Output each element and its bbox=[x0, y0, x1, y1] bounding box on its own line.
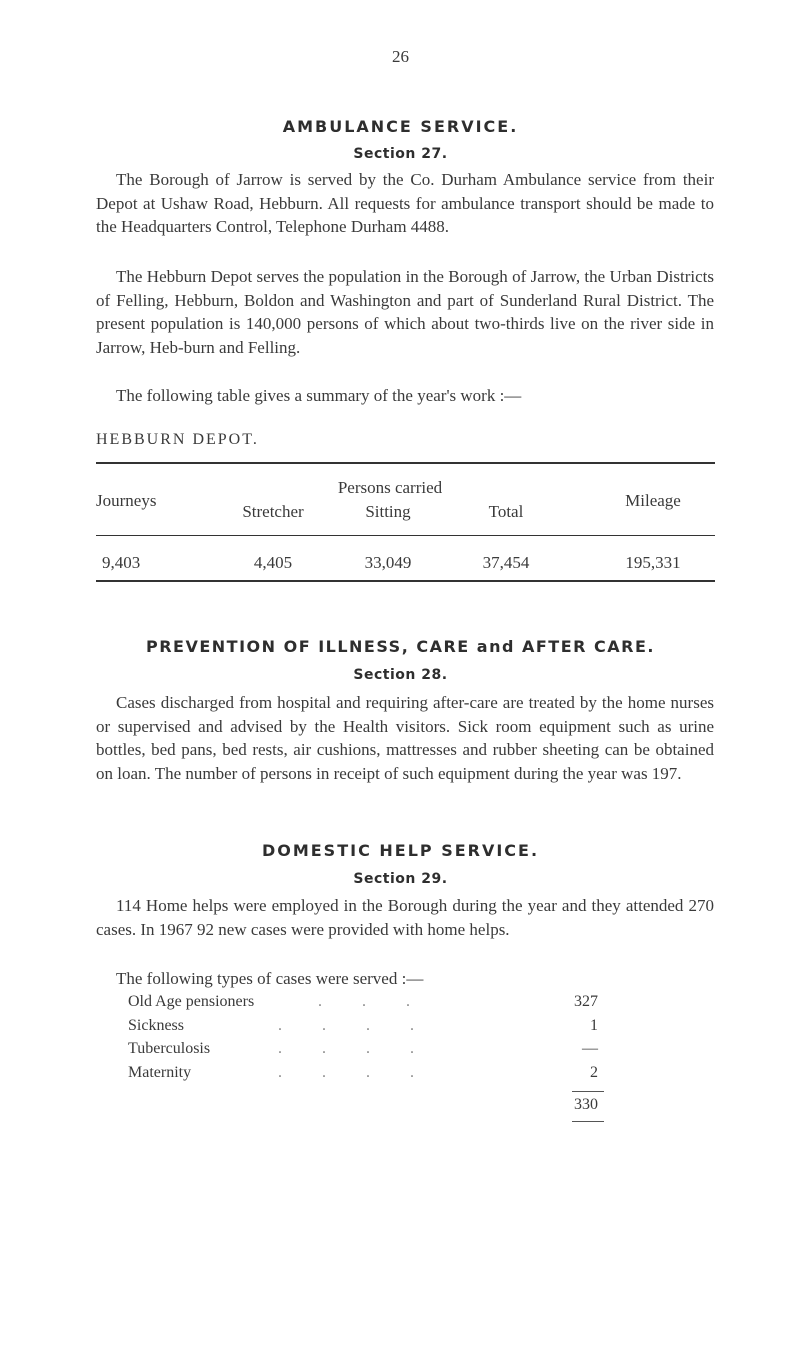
ambulance-paragraph-2-text: The Hebburn Depot serves the population in the Borough of Jarrow, the Urban Districts of Felling, Hebburn, Boldon and Washington and part of Sunderland Rural District. The present population is 140,000 persons of which about two-thirds live on the river side in Jarrow, Heb-burn and Felling. bbox=[96, 267, 714, 357]
case-row bbox=[128, 993, 598, 1015]
depot-label: HEBBURN DEPOT. bbox=[96, 431, 259, 448]
case-value: 327 bbox=[574, 993, 598, 1010]
domestic-paragraph-2 bbox=[96, 967, 714, 991]
page-number: 26 bbox=[392, 47, 409, 66]
prevention-paragraph-text: Cases discharged from hospital and requiring after-care are treated by the home nurses or supervised and advised by the Health visitors. Sick room equipment such as urine bottles, bed pans, bed rests, air cushions, mattresses and rubber sheeting can be obtained on loan. The number of persons in receipt of such equipment during the year was 197. bbox=[96, 693, 714, 783]
prevention-section: Section 28. bbox=[353, 667, 448, 683]
ambulance-paragraph-1-text: The Borough of Jarrow is served by the Co. Durham Ambulance service from their Depot at Ushaw Road, Hebburn. All requests for ambulance transport should be made to the Headquarters Control, Telephone Durham 4488. bbox=[96, 170, 714, 237]
case-row bbox=[128, 1040, 598, 1062]
domestic-title: DOMESTIC HELP SERVICE. bbox=[261, 841, 540, 860]
ambulance-paragraph-3 bbox=[96, 384, 714, 408]
cell-journeys: 9,403 bbox=[102, 553, 141, 572]
case-label: Old Age pensioners bbox=[128, 993, 255, 1010]
domestic-paragraph-1-text: 114 Home helps were employed in the Borough during the year and they attended 270 cases. In 1967 92 new cases were provided with home helps. bbox=[96, 896, 714, 939]
prevention-title: PREVENTION OF ILLNESS, CARE and AFTER CARE. bbox=[145, 637, 655, 656]
leader-dots: . . . . bbox=[278, 1064, 432, 1081]
total-upper-rule bbox=[572, 1091, 604, 1092]
ambulance-section: Section 27. bbox=[353, 146, 448, 162]
prevention-paragraph bbox=[96, 691, 714, 785]
header-mileage: Mileage bbox=[625, 491, 681, 510]
ambulance-paragraph-3-text: The following table gives a summary of the year's work :— bbox=[116, 386, 522, 405]
cell-mileage: 195,331 bbox=[625, 553, 681, 572]
ambulance-paragraph-2 bbox=[96, 265, 714, 359]
domestic-section: Section 29. bbox=[353, 871, 448, 887]
case-label: Sickness bbox=[128, 1017, 184, 1034]
header-sitting: Sitting bbox=[365, 502, 411, 521]
case-row bbox=[128, 1064, 598, 1086]
leader-dots: . . . . bbox=[278, 1040, 432, 1057]
case-value: 2 bbox=[590, 1064, 598, 1081]
case-row bbox=[128, 1017, 598, 1039]
ambulance-paragraph-1 bbox=[96, 168, 714, 239]
table-bottom-rule bbox=[96, 580, 715, 582]
cases-total: 330 bbox=[574, 1096, 598, 1113]
case-value: — bbox=[582, 1040, 598, 1057]
cell-total: 37,454 bbox=[482, 553, 530, 572]
leader-dots: . . . bbox=[318, 993, 428, 1010]
header-journeys: Journeys bbox=[96, 491, 157, 510]
domestic-paragraph-1 bbox=[96, 894, 714, 941]
table-header-rule bbox=[96, 535, 715, 536]
cell-stretcher: 4,405 bbox=[253, 553, 293, 572]
ambulance-title: AMBULANCE SERVICE. bbox=[282, 117, 519, 136]
table-top-rule bbox=[96, 462, 715, 464]
header-total: Total bbox=[488, 502, 524, 521]
header-stretcher: Stretcher bbox=[242, 502, 304, 521]
case-label: Maternity bbox=[128, 1064, 192, 1081]
header-persons-carried: Persons carried bbox=[337, 478, 443, 497]
case-value: 1 bbox=[590, 1017, 598, 1034]
cell-sitting: 33,049 bbox=[364, 553, 412, 572]
domestic-paragraph-2-text: The following types of cases were served :— bbox=[116, 969, 424, 988]
leader-dots: . . . . bbox=[278, 1017, 432, 1034]
cases-total-row bbox=[128, 1096, 598, 1118]
case-label: Tuberculosis bbox=[128, 1040, 211, 1057]
total-lower-rule bbox=[572, 1121, 604, 1122]
